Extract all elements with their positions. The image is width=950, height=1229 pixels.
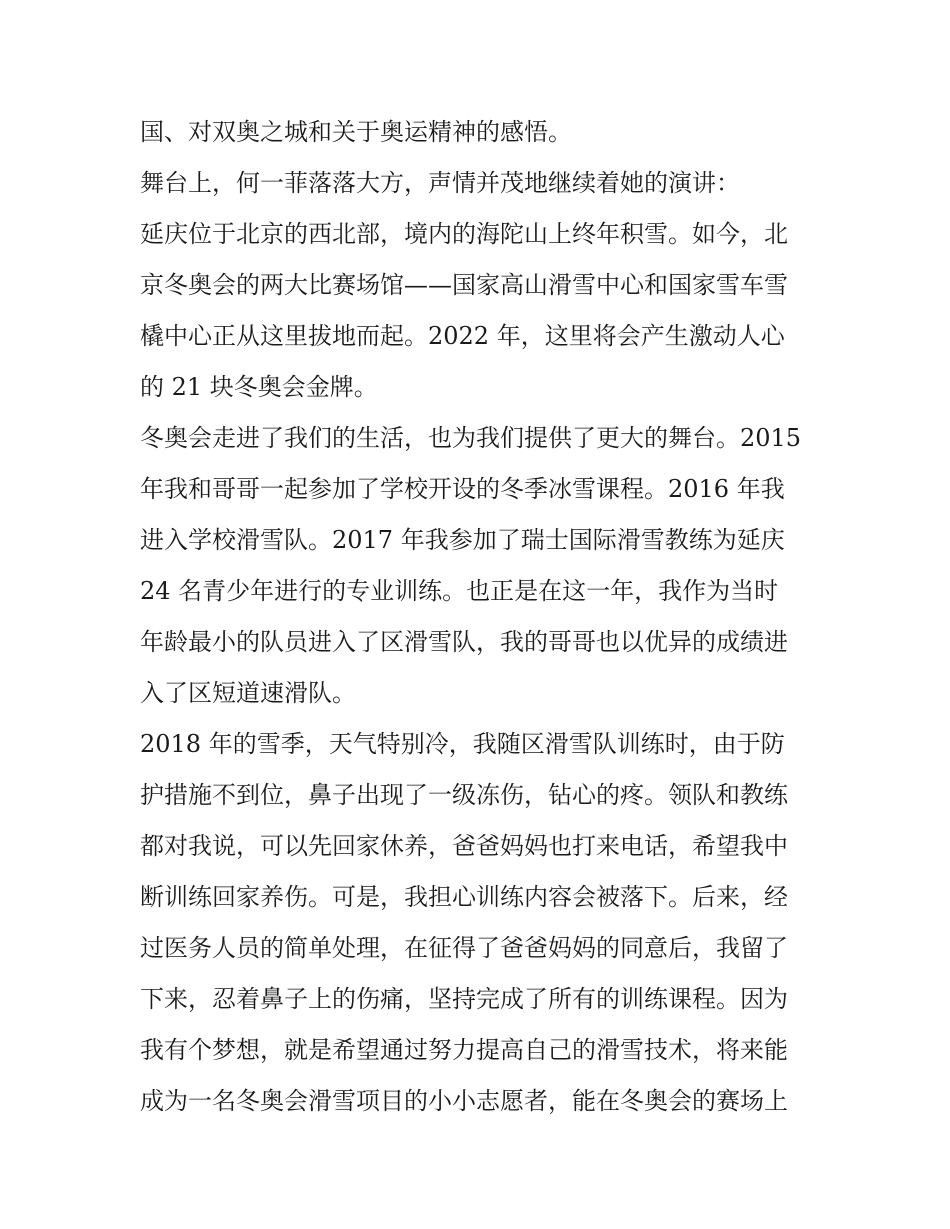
text-line: 成为一名冬奥会滑雪项目的小小志愿者，能在冬奥会的赛场上 bbox=[140, 1087, 788, 1115]
text-line: 年我和哥哥一起参加了学校开设的冬季冰雪课程。2016 年我 bbox=[140, 475, 785, 503]
document-body bbox=[140, 107, 820, 1127]
text-line: 入了区短道速滑队。 bbox=[140, 679, 356, 707]
text-line: 的 21 块冬奥会金牌。 bbox=[140, 373, 378, 401]
text-line: 京冬奥会的两大比赛场馆——国家高山滑雪中心和国家雪车雪 bbox=[140, 271, 788, 299]
text-line: 都对我说，可以先回家休养，爸爸妈妈也打来电话，希望我中 bbox=[140, 832, 788, 860]
text-line: 冬奥会走进了我们的生活，也为我们提供了更大的舞台。2015 bbox=[140, 424, 802, 452]
text-line: 延庆位于北京的西北部，境内的海陀山上终年积雪。如今，北 bbox=[140, 220, 788, 248]
text-line: 国、对双奥之城和关于奥运精神的感悟。 bbox=[140, 118, 572, 146]
text-line: 橇中心正从这里拔地而起。2022 年，这里将会产生激动人心 bbox=[140, 322, 785, 350]
text-line: 2018 年的雪季，天气特别冷，我随区滑雪队训练时，由于防 bbox=[140, 730, 785, 758]
text-line: 过医务人员的简单处理，在征得了爸爸妈妈的同意后，我留了 bbox=[140, 934, 788, 962]
text-line: 护措施不到位，鼻子出现了一级冻伤，钻心的疼。领队和教练 bbox=[140, 781, 788, 809]
text-line: 下来，忍着鼻子上的伤痛，坚持完成了所有的训练课程。因为 bbox=[140, 985, 788, 1013]
text-line: 年龄最小的队员进入了区滑雪队，我的哥哥也以优异的成绩进 bbox=[140, 628, 788, 656]
text-line: 断训练回家养伤。可是，我担心训练内容会被落下。后来，经 bbox=[140, 883, 788, 911]
text-line: 舞台上，何一菲落落大方，声情并茂地继续着她的演讲： bbox=[140, 169, 740, 197]
text-line: 我有个梦想，就是希望通过努力提高自己的滑雪技术，将来能 bbox=[140, 1036, 788, 1064]
text-line: 24 名青少年进行的专业训练。也正是在这一年，我作为当时 bbox=[140, 577, 779, 605]
text-line: 进入学校滑雪队。2017 年我参加了瑞士国际滑雪教练为延庆 bbox=[140, 526, 785, 554]
